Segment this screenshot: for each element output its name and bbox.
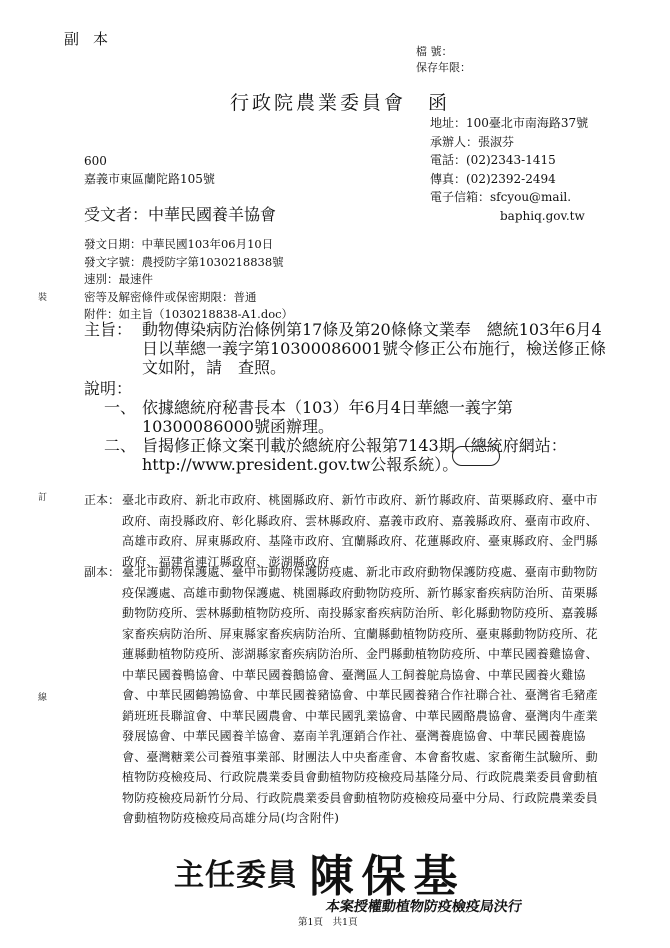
sender-email: 電子信箱：sfcyou@mail.: [430, 190, 572, 204]
issue-date: 發文日期：中華民國103年06月10日: [84, 237, 274, 251]
recipient-street: 嘉義市東區蘭陀路105號: [84, 172, 215, 186]
security-class: 密等及解密條件或保密期限：普通: [84, 289, 257, 304]
sender-address: 地址：100臺北市南海路37號: [430, 116, 589, 130]
binding-mark: 裝: [38, 293, 48, 303]
copy-label: 副本：: [84, 565, 121, 579]
binding-mark: 訂: [38, 493, 48, 503]
sender-handler: 承辦人：張淑芬: [430, 134, 515, 149]
signature-name: 陳保基: [309, 851, 466, 902]
copy-mark: 副本: [64, 30, 123, 48]
file-info: [416, 44, 471, 76]
subject: [84, 320, 614, 377]
sender-info: [430, 114, 588, 225]
explanation-label: 說明：: [84, 379, 133, 398]
page-number: 第1頁 共1頁: [298, 917, 358, 928]
item-text: 依據總統府秘書長本（103）年6月4日華總一義字第10300086000號函辦理。: [142, 398, 513, 436]
primary-label: 正本：: [84, 493, 121, 507]
sender-phone: 電話：(02)2343-1415: [430, 153, 556, 167]
item-text: 旨揭修正條文案刊載於總統府公報第7143期（總統府網站：http://www.president.gov.tw公報系統）。: [142, 436, 567, 474]
retention-label: 保存年限：: [416, 61, 471, 74]
item-number: 一、: [104, 398, 137, 417]
sender-email-cont: baphiq.gov.tw: [500, 208, 585, 223]
primary-recipients: [84, 490, 644, 569]
primary-list: 臺北市政府、新北市政府、桃園縣政府、新竹市政府、新竹縣政府、苗栗縣政府、臺中市政府、南投縣政府、彰化縣政府、雲林縣政府、嘉義市政府、嘉義縣政府、臺南市政府、高雄市政府、屏東縣政府、基隆市政府、宜蘭縣政府、花蓮縣政府、臺東縣政府、金門縣政府、福建省連江縣政府、澎湖縣政府: [122, 493, 598, 569]
recipient-zip: 600: [84, 154, 107, 168]
sender-fax: 傳真：(02)2392-2494: [430, 171, 556, 186]
speed-class: 速別：最速件: [84, 272, 153, 287]
copy-list: 臺北市動物保護處、臺中市動物保護防疫處、新北市政府動物保護防疫處、臺南市動物防疫保護處、高雄市動物保護處、桃園縣政府動物防疫所、新竹縣家畜疾病防治所、苗栗縣動物防疫所、雲林縣動植物防疫所、南投縣家畜疾病防治所、彰化縣動物防疫所、嘉義縣家畜疾病防治所、屏東縣家畜疾病防治所、宜蘭縣動植物防疫所、臺東縣動物防疫所、花蓮縣動植物防疫所、澎湖縣家畜疾病防治所、金門縣動植物防疫所、中華民國養雞協會、中華民國養鴨協會、中華民國養鵝協會、臺灣區人工飼養鴕鳥協會、中華民國養火雞協會、中華民國鶴鶉協會、中華民國養豬協會、中華民國養豬合作社聯合社、臺灣省毛豬產銷班班長聯誼會、中華民國農會、中華民國乳業協會、中華民國酪農協會、臺灣肉牛產業發展協會、中華民國養羊協會、嘉南羊乳運銷合作社、臺灣養鹿協會、中華民國養鹿協會、臺灣糖業公司養殖事業部、財團法人中央畜產會、本會畜牧處、家畜衛生試驗所、動植物防疫檢疫局、行政院農業委員會動植物防疫檢疫局基隆分局、行政院農業委員會動植物防疫檢疫局新竹分局、行政院農業委員會動植物防疫檢疫局臺中分局、行政院農業委員會動植物防疫檢疫局高雄分局(均含附件): [122, 565, 598, 825]
hand-drawn-mark: [452, 446, 500, 466]
subject-label: 主旨：: [84, 320, 133, 339]
attachment: 附件：如主旨（1030218838-A1.doc）: [84, 307, 294, 322]
decision-stamp: 本案授權動植物防疫檢疫局決行: [324, 899, 523, 915]
recipient: 受文者：中華民國養羊協會: [84, 205, 277, 224]
issue-number: 發文字號：農授防字第1030218838號: [84, 254, 284, 269]
subject-text: 動物傳染病防治條例第17條及第20條條文業奉 總統103年6月4日以華總一義字第10300086001號令修正公布施行，檢送修正條文如附，請 查照。: [142, 320, 606, 377]
copy-recipients: [84, 562, 644, 832]
document-title: 行政院農業委員會 函: [230, 92, 451, 114]
file-number-label: 檔 號：: [416, 45, 453, 58]
item-number: 二、: [104, 436, 137, 455]
signature: [174, 834, 466, 902]
recipient-address: [84, 152, 215, 188]
signature-title: 主任委員: [174, 858, 298, 893]
binding-mark: 線: [38, 693, 48, 703]
document-meta: [84, 236, 293, 324]
